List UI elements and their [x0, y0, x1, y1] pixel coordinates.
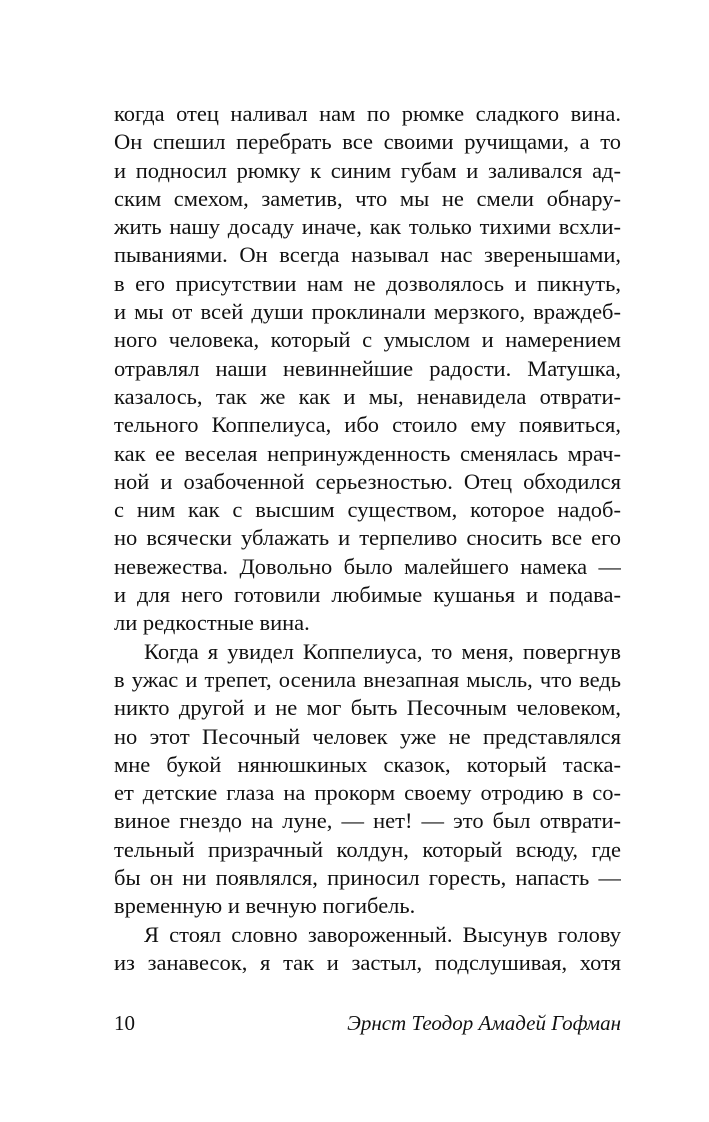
text-line: но этот Песочный человек уже не представлялся [114, 723, 621, 749]
text-line: бы он ни появлялся, приносил горесть, напасть — [114, 865, 621, 891]
text-line: ским смехом, заметив, что мы не смели обнару- [114, 185, 621, 211]
text-line: тельного Коппелиуса, ибо стоило ему появиться, [114, 412, 621, 438]
text-line: Он спешил перебрать все своими ручищами, а то [114, 129, 621, 155]
text-line: в ужас и трепет, осенила внезапная мысль, что ведь [114, 666, 621, 692]
text-line: когда отец наливал нам по рюмке сладкого вина. [114, 101, 621, 126]
text-line: жить нашу досаду иначе, как только тихими всхли- [114, 214, 621, 240]
text-line: казалось, так же как и мы, ненавидела отврати- [114, 383, 621, 409]
text-line: в его присутствии нам не дозволялось и пикнуть, [114, 270, 621, 296]
body-text [114, 100, 621, 977]
text-line: отравлял наши невиннейшие радости. Матушка, [114, 355, 621, 381]
text-line: но всячески ублажать и терпеливо сносить все его [114, 525, 621, 551]
text-line: ного человека, который с умыслом и намерением [114, 327, 621, 353]
text-line: временную и вечную погибель. [114, 893, 416, 919]
text-line: и мы от всей души проклинали мерзкого, враждеб- [114, 299, 621, 325]
text-line: ли редкостные вина. [114, 610, 310, 636]
text-line: с ним как с высшим существом, которое надоб- [114, 497, 621, 523]
page-footer [114, 1008, 621, 1038]
text-line: Я стоял словно завороженный. Высунув голову [144, 921, 621, 947]
text-line: как ее веселая непринужденность сменялась мрач- [114, 440, 621, 466]
text-line: из занавесок, я так и застыл, подслушивая, хотя [114, 949, 621, 975]
text-line: и для него готовили любимые кушанья и подава- [114, 582, 621, 608]
running-head-author: Эрнст Теодор Амадей Гофман [347, 1011, 621, 1035]
page-number: 10 [114, 1011, 135, 1035]
text-line: мне букой нянюшкиных сказок, который таска- [114, 751, 621, 777]
text-line: пываниями. Он всегда называл нас зверенышами, [114, 242, 621, 268]
text-line: Когда я увидел Коппелиуса, то меня, повергнув [144, 638, 621, 664]
text-line: виное гнездо на луне, — нет! — это был отврати- [114, 808, 621, 834]
text-line: никто другой и не мог быть Песочным человеком, [114, 695, 621, 721]
text-line: ной и озабоченной серьезностью. Отец обходился [114, 468, 621, 494]
text-line: и подносил рюмку к синим губам и заливался ад- [114, 157, 621, 183]
text-line: невежества. Довольно было малейшего намека — [114, 553, 621, 579]
text-line: тельный призрачный колдун, который всюду, где [114, 836, 621, 862]
text-line: ет детские глаза на прокорм своему отродию в со- [114, 780, 621, 806]
